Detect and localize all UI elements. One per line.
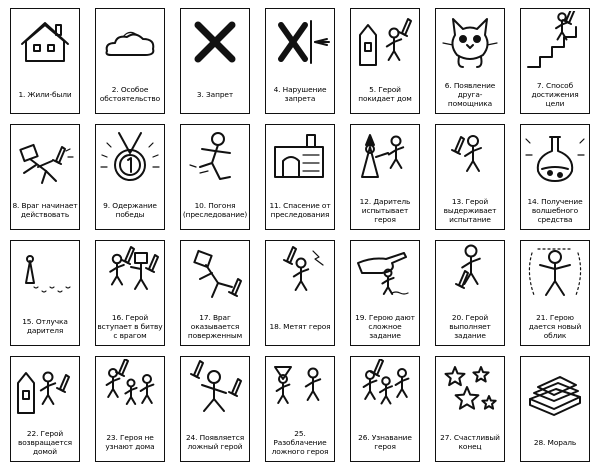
- card-label: 28. Мораль: [533, 437, 577, 447]
- card-28: [520, 356, 590, 462]
- figure-climbing-stairs-icon: [522, 11, 588, 73]
- book-stack-icon: [522, 359, 588, 421]
- card-label: 16. Герой вступает в битву с врагом: [97, 312, 163, 340]
- card-4: [265, 8, 335, 114]
- stove-icon: [267, 127, 333, 189]
- card-label: 18. Метят героя: [269, 321, 331, 331]
- hero-returns-home-icon: [12, 359, 78, 421]
- battle-icon: [97, 243, 163, 305]
- crossed-out-x-arrow-icon: [267, 11, 333, 73]
- card-label: 15. Отлучка дарителя: [22, 317, 68, 335]
- card-label: 20. Герой выполняет задание: [449, 312, 491, 340]
- card-23: [95, 356, 165, 462]
- card-2: [95, 8, 165, 114]
- unrecognized-hero-icon: [97, 359, 163, 421]
- card-label: 23. Героя не узнают дома: [105, 433, 155, 451]
- card-label: 17. Враг оказывается поверженным: [187, 312, 243, 340]
- card-label: 24. Появляется ложный герой: [185, 433, 245, 451]
- cloud-icon: [97, 11, 163, 73]
- transforming-hero-icon: [522, 243, 588, 305]
- card-13: [435, 124, 505, 230]
- card-label: 25. Разоблачение ложного героя: [271, 428, 329, 456]
- card-label: 8. Враг начинает действовать: [12, 201, 78, 219]
- card-1: [10, 8, 80, 114]
- card-label: 14. Получение волшебного средства: [527, 196, 583, 224]
- card-14: [520, 124, 590, 230]
- card-16: [95, 240, 165, 346]
- card-17: [180, 240, 250, 346]
- card-label: 11. Спасение от преследования: [269, 201, 331, 219]
- card-9: [95, 124, 165, 230]
- marked-hero-icon: [267, 243, 333, 305]
- card-label: 6. Появление друга-помощника: [444, 80, 496, 108]
- card-26: [350, 356, 420, 462]
- card-label: 10. Погоня (преследование): [182, 201, 248, 219]
- card-25: [265, 356, 335, 462]
- card-label: 5. Герой покидает дом: [358, 85, 412, 103]
- card-8: [10, 124, 80, 230]
- house-icon: [12, 11, 78, 73]
- card-label: 1. Жили-были: [18, 89, 72, 99]
- card-3: [180, 8, 250, 114]
- card-label: 22. Герой возвращается домой: [17, 428, 73, 456]
- card-12: [350, 124, 420, 230]
- card-label: 21. Герою дается новый облик: [528, 312, 582, 340]
- magic-potion-icon: [522, 127, 588, 189]
- card-27: [435, 356, 505, 462]
- hero-with-sword-icon: [437, 127, 503, 189]
- exposing-false-hero-icon: [267, 359, 333, 421]
- card-label: 9. Одержание победы: [103, 201, 157, 219]
- card-label: 4. Нарушение запрета: [273, 85, 327, 103]
- hero-leaving-tower-icon: [352, 11, 418, 73]
- card-label: 19. Герою дают сложное задание: [355, 312, 415, 340]
- medal-icon: [97, 127, 163, 189]
- card-label: 27. Счастливый конец: [440, 433, 500, 451]
- card-7: [520, 8, 590, 114]
- recognition-icon: [352, 359, 418, 421]
- pointing-hand-icon: [352, 243, 418, 305]
- card-label: 12. Даритель испытывает героя: [359, 196, 411, 224]
- cross-x-icon: [182, 11, 248, 73]
- card-20: [435, 240, 505, 346]
- card-21: [520, 240, 590, 346]
- hero-completes-task-icon: [437, 243, 503, 305]
- card-label: 7. Способ достижения цели: [531, 80, 579, 108]
- card-label: 2. Особое обстоятельство: [99, 85, 161, 103]
- card-11: [265, 124, 335, 230]
- card-6: [435, 8, 505, 114]
- stars-icon: [437, 359, 503, 421]
- card-label: 13. Герой выдерживает испытание: [443, 196, 497, 224]
- card-19: [350, 240, 420, 346]
- defeated-enemy-icon: [182, 243, 248, 305]
- card-24: [180, 356, 250, 462]
- card-15: [10, 240, 80, 346]
- flying-enemy-sword-icon: [12, 127, 78, 189]
- card-10: [180, 124, 250, 230]
- wizard-and-hero-icon: [352, 127, 418, 189]
- card-18: [265, 240, 335, 346]
- card-5: [350, 8, 420, 114]
- card-22: [10, 356, 80, 462]
- departing-footsteps-icon: [12, 243, 78, 305]
- card-label: 26. Узнавание героя: [358, 433, 412, 451]
- cat-icon: [437, 11, 503, 73]
- card-label: 3. Запрет: [196, 89, 234, 99]
- running-man-icon: [182, 127, 248, 189]
- false-hero-icon: [182, 359, 248, 421]
